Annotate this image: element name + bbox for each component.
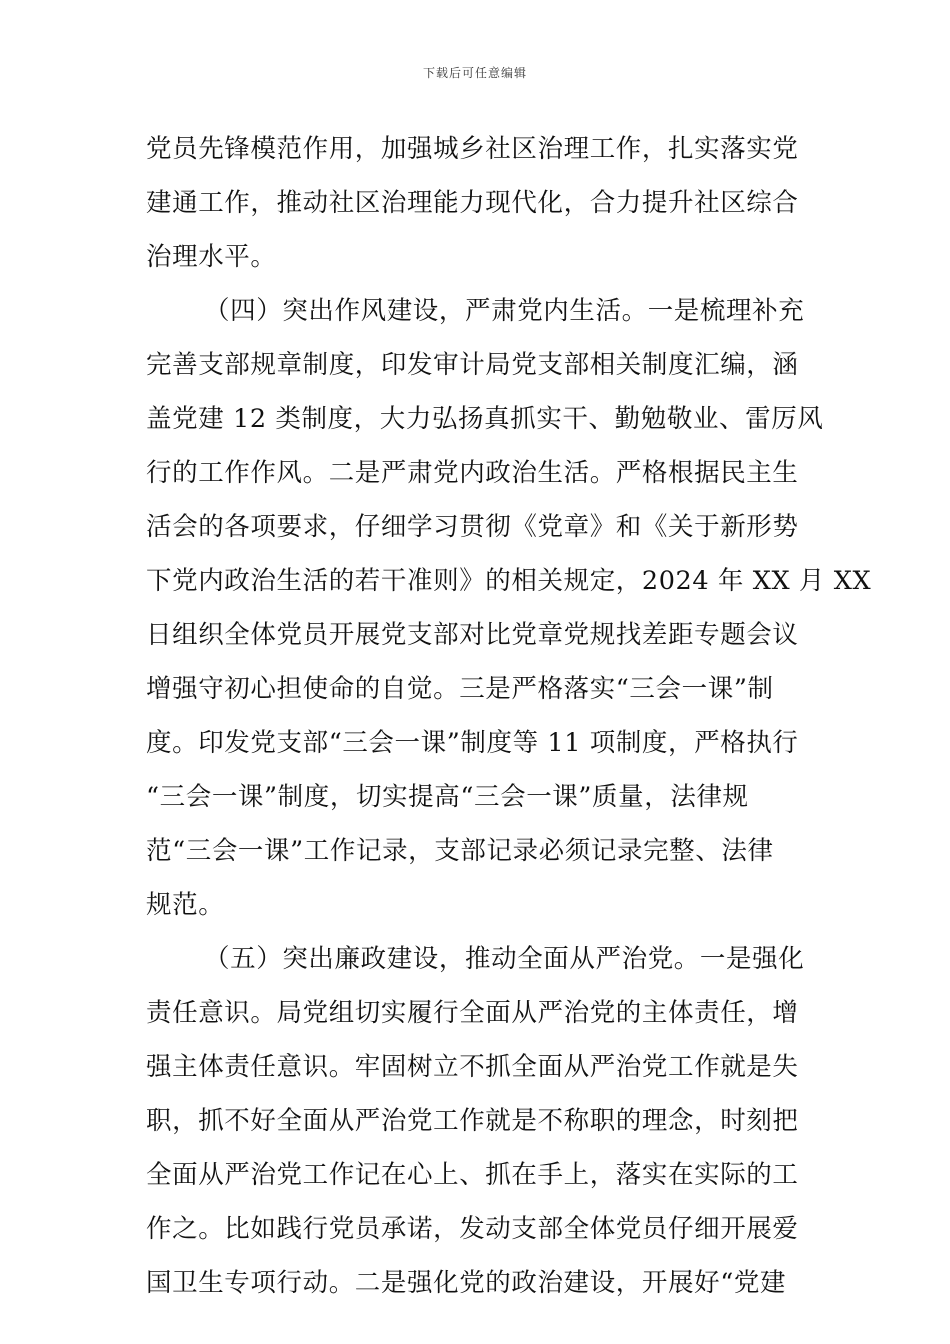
text-line: 职，抓不好全面从严治党工作就是不称职的理念，时刻把 (146, 1106, 799, 1136)
paragraph-start-line: （五）突出廉政建设，推动全面从严治党。一是强化 (204, 944, 805, 974)
text-line: 度。印发党支部“三会一课”制度等 11 项制度，严格执行 (146, 728, 799, 758)
text-line: 范“三会一课”工作记录，支部记录必须记录完整、法律 (146, 836, 774, 866)
text-line: 治理水平。 (146, 242, 277, 272)
text-line: 全面从严治党工作记在心上、抓在手上，落实在实际的工 (146, 1160, 799, 1190)
text-line: “三会一课”制度，切实提高“三会一课”质量，法律规 (146, 782, 749, 812)
text-line: 规范。 (146, 890, 225, 920)
text-line: 日组织全体党员开展党支部对比党章党规找差距专题会议 (146, 620, 799, 650)
text-line: 强主体责任意识。牢固树立不抓全面从严治党工作就是失 (146, 1052, 799, 1082)
text-line: 下党内政治生活的若干准则》的相关规定，2024 年 XX 月 XX (146, 566, 872, 596)
text-line: 国卫生专项行动。二是强化党的政治建设，开展好“党建 (146, 1268, 787, 1298)
header-note: 下载后可任意编辑 (422, 66, 527, 80)
text-line: 完善支部规章制度，印发审计局党支部相关制度汇编，涵 (146, 350, 799, 380)
text-line: 责任意识。局党组切实履行全面从严治党的主体责任，增 (146, 998, 799, 1028)
text-line: 行的工作作风。二是严肃党内政治生活。严格根据民主生 (146, 458, 799, 488)
text-line: 增强守初心担使命的自觉。三是严格落实“三会一课”制 (146, 674, 774, 704)
paragraph-start-line: （四）突出作风建设，严肃党内生活。一是梳理补充 (204, 296, 805, 326)
text-line: 活会的各项要求，仔细学习贯彻《党章》和《关于新形势 (146, 512, 799, 542)
text-line: 党员先锋模范作用，加强城乡社区治理工作，扎实落实党 (146, 134, 799, 164)
document-body (146, 122, 872, 1310)
text-line: 盖党建 12 类制度，大力弘扬真抓实干、勤勉敬业、雷厉风 (146, 404, 824, 434)
text-line: 建通工作，推动社区治理能力现代化，合力提升社区综合 (146, 188, 799, 218)
text-line: 作之。比如践行党员承诺，发动支部全体党员仔细开展爱 (146, 1214, 799, 1244)
